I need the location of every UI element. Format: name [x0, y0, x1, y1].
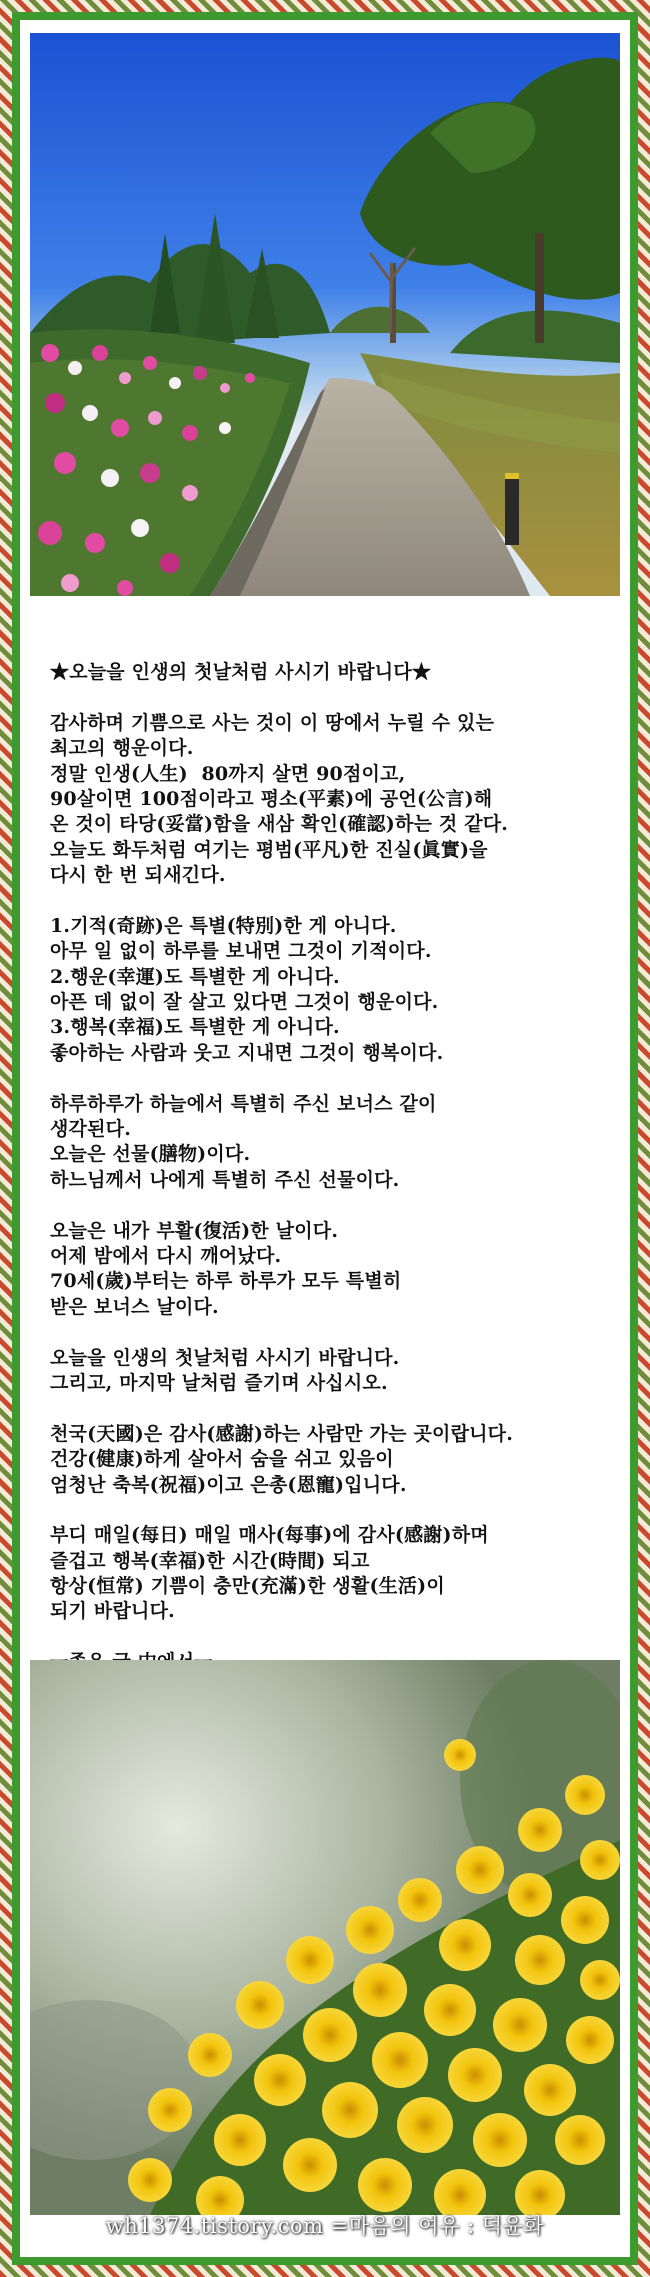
text-line: 천국(天國)은 감사(感謝)하는 사람만 가는 곳이랍니다.: [50, 1422, 514, 1445]
poster-content: [30, 33, 620, 2245]
text-line: 생각된다.: [50, 1118, 132, 1141]
text-line: 좋아하는 사람과 웃고 지내면 그것이 행복이다.: [50, 1041, 444, 1064]
text-line: 다시 한 번 되새긴다.: [50, 864, 226, 887]
spacer: [50, 889, 620, 914]
park-path-photo: [30, 33, 620, 596]
text-line: 2.행운(幸運)도 특별한 게 아니다.: [50, 965, 340, 988]
text-line: 온 것이 타당(妥當)함을 새삼 확인(確認)하는 것 같다.: [50, 813, 509, 836]
text-line: 그리고, 마지막 날처럼 즐기며 사십시오.: [50, 1371, 388, 1394]
text-line: 항상(恒常) 기쁨이 충만(充滿)한 생활(生活)이: [50, 1575, 445, 1598]
chrysanthemum-illustration: [30, 1660, 620, 2215]
text-line: 건강(健康)하게 살아서 숨을 쉬고 있음이: [50, 1448, 394, 1471]
text-line: 오늘은 내가 부활(復活)한 날이다.: [50, 1219, 339, 1242]
text-line: 감사하며 기쁨으로 사는 것이 이 땅에서 누릴 수 있는: [50, 711, 495, 734]
text-line: 70세(歲)부터는 하루 하루가 모두 특별히: [50, 1270, 402, 1293]
spacer: [50, 1625, 620, 1650]
text-line: 오늘은 선물(膳物)이다.: [50, 1143, 251, 1166]
spacer: [50, 1193, 620, 1218]
text-line: 받은 보너스 날이다.: [50, 1295, 219, 1318]
text-line: 하느님께서 나에게 특별히 주신 선물이다.: [50, 1168, 400, 1191]
park-path-illustration: [30, 33, 620, 596]
poem-title: ★오늘을 인생의 첫날처럼 사시기 바랍니다★: [50, 661, 432, 683]
spacer: [50, 1396, 620, 1421]
text-line: 즐겁고 행복(幸福)한 시간(時間) 되고: [50, 1549, 370, 1572]
text-line: 정말 인생(人生) 80까지 살면 90점이고,: [50, 762, 406, 785]
text-line: 90살이면 100점이라고 평소(平素)에 공언(公言)해: [50, 787, 493, 810]
spacer: [50, 1066, 620, 1091]
text-line: 아픈 데 없이 잘 살고 있다면 그것이 행운이다.: [50, 991, 439, 1014]
text-line: 3.행복(幸福)도 특별한 게 아니다.: [50, 1016, 340, 1039]
text-line: 하루하루가 하늘에서 특별히 주신 보너스 같이: [50, 1092, 437, 1115]
spacer: [50, 1320, 620, 1345]
poem-text: [50, 660, 620, 1676]
chrysanthemum-photo: [30, 1660, 620, 2215]
spacer: [50, 685, 620, 710]
text-line: 어제 밤에서 다시 깨어났다.: [50, 1244, 282, 1267]
spacer: [50, 1498, 620, 1523]
text-line: 오늘도 화두처럼 여기는 평범(平凡)한 진실(眞實)을: [50, 838, 488, 861]
text-line: 엄청난 축복(祝福)이고 은총(恩寵)입니다.: [50, 1473, 407, 1496]
watermark-text: wh1374.tistory.com =마음의 여유 : 덕윤화: [105, 2214, 545, 2238]
text-line: 1.기적(奇跡)은 특별(特別)한 게 아니다.: [50, 914, 397, 937]
text-line: 아무 일 없이 하루를 보내면 그것이 기적이다.: [50, 940, 432, 963]
text-line: 되기 바랍니다.: [50, 1600, 175, 1623]
text-line: 오늘을 인생의 첫날처럼 사시기 바랍니다.: [50, 1346, 400, 1369]
text-line: 부디 매일(每日) 매일 매사(每事)에 감사(感謝)하며: [50, 1524, 489, 1547]
text-line: 최고의 행운이다.: [50, 737, 194, 760]
